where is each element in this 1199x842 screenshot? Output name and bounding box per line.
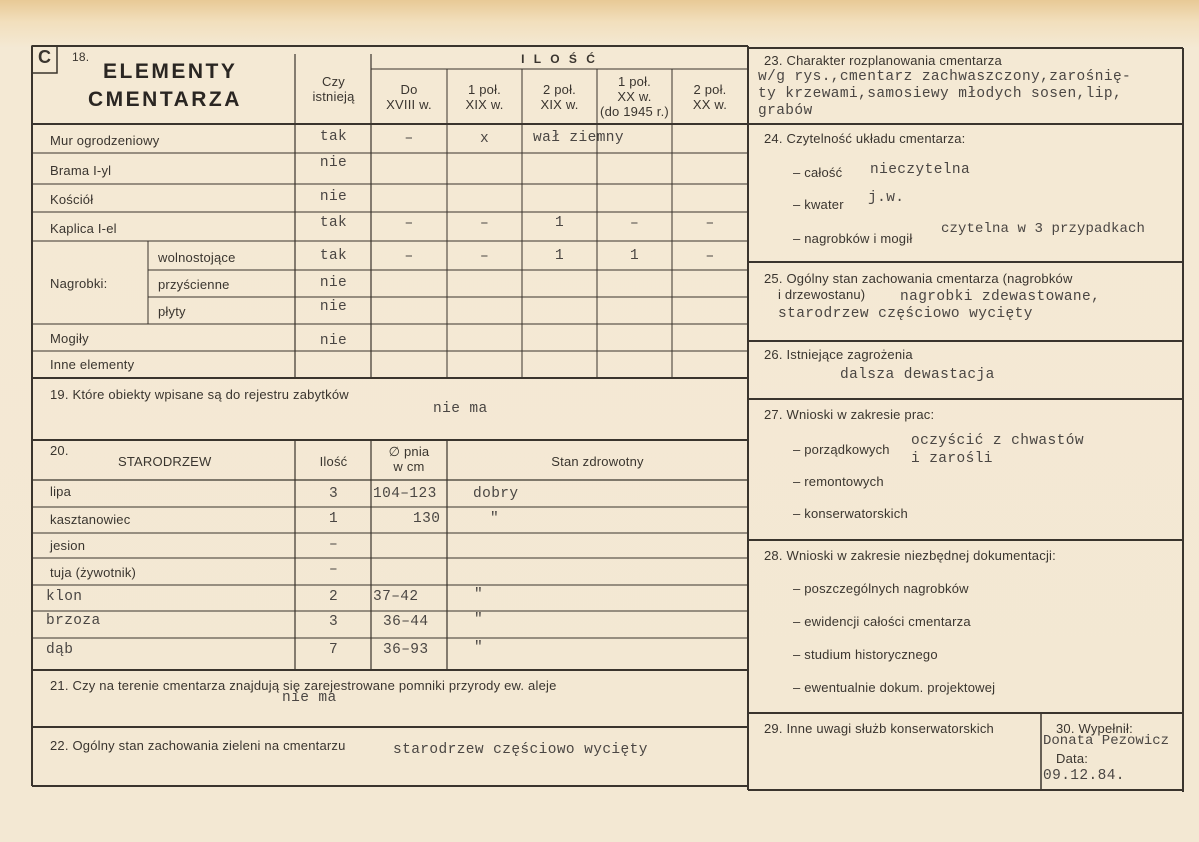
wolnostojace-period-3: 1 [554,248,565,264]
tree-diam-brzoza: 36–44 [383,614,429,630]
q27-value-line1: oczyścić z chwastów [911,433,1084,449]
kaplica-exists: tak [319,215,348,231]
row-label-mogily: Mogiły [50,331,89,346]
q20-number: 20. [50,443,69,458]
kaplica-period-5: – [705,216,715,232]
q27-item-remontowych: – remontowych [793,474,884,489]
q28-item-nagrobkow: – poszczególnych nagrobków [793,581,969,596]
q19-label: 19. Które obiekty wpisane są do rejestru zabytków [50,387,349,402]
q24-label: 24. Czytelność układu cmentarza: [764,131,966,146]
period-header-2 [447,82,522,112]
row-label-mur: Mur ogrodzeniowy [50,133,160,148]
q20-col-diam [371,444,447,474]
tree-qty-brzoza: 3 [328,614,339,630]
tree-health-lipa: dobry [473,486,519,502]
q19-answer: nie ma [433,401,488,417]
col-exists-line1: Czy [322,74,345,89]
period-3-line1: 2 poł. [542,82,576,97]
section-18-title-line1: ELEMENTY [103,60,238,83]
q27-label: 27. Wnioski w zakresie prac: [764,407,935,422]
kaplica-period-4: – [629,216,640,232]
q25-value-line2: starodrzew częściowo wycięty [778,306,1033,322]
tree-health-klon: " [474,587,484,603]
q28-label: 28. Wnioski w zakresie niezbędnej dokumentacji: [764,548,1056,563]
tree-name-brzoza: brzoza [46,613,101,629]
mur-period-3: wał ziemny [533,130,625,146]
q30-date: 09.12.84. [1043,768,1125,784]
period-1-line2: XVIII w. [386,97,432,112]
wolnostojace-period-1: – [404,249,414,265]
q24-item-nagrobkow: – nagrobków i mogił [793,231,913,246]
period-4-line1: 1 poł. [617,74,651,89]
col-exists-line2: istnieją [312,89,355,104]
brama-exists: nie [319,155,348,171]
tree-name-jesion: jesion [50,538,86,553]
period-1-line1: Do [400,82,418,97]
period-4-line2: XX w. [617,89,652,104]
q25-label-line1: 25. Ogólny stan zachowania cmentarza (nagrobków [764,271,1073,286]
period-header-3 [522,82,597,112]
q30-label: 30. Wypełnił: [1056,721,1133,736]
period-header-1 [371,82,447,112]
q29-label: 29. Inne uwagi służb konserwatorskich [764,721,994,736]
tree-name-kasztanowiec: kasztanowiec [50,512,131,527]
q24-item-kwater: – kwater [793,197,844,212]
tree-health-kasztanowiec: " [490,511,500,527]
q22-label: 22. Ogólny stan zachowania zieleni na cmentarzu [50,738,346,753]
section-18-number: 18. [72,50,90,64]
q23-line2: ty krzewami,samosiewy młodych sosen,lip, [758,86,1123,102]
period-4-line3: (do 1945 r.) [600,104,669,119]
tree-name-lipa: lipa [50,484,72,499]
q25-label-line2: i drzewostanu) [778,287,866,302]
mur-period-2: x [479,131,490,147]
row-label-wolnostojace: wolnostojące [158,250,236,265]
tree-name-dab: dąb [46,642,74,658]
tree-qty-tuja: – [328,562,339,578]
wolnostojace-period-4: 1 [629,248,640,264]
period-header-4 [597,74,672,119]
q24-item-calosc: – całość [793,165,843,180]
q20-col-diam-line2: w cm [393,459,425,474]
q28-item-projektowej: – ewentualnie dokum. projektowej [793,680,996,695]
q26-label: 26. Istniejące zagrożenia [764,347,913,362]
q27-item-konserwatorskich: – konserwatorskich [793,506,908,521]
period-5-line2: XX w. [692,97,728,112]
kaplica-period-2: – [479,216,490,232]
q30-date-label: Data: [1056,751,1089,766]
q28-item-studium: – studium historycznego [793,647,938,662]
tree-qty-kasztanowiec: 1 [328,511,339,527]
q24-value-kwater: j.w. [868,190,905,206]
tree-health-dab: " [474,640,484,656]
col-exists-header [296,74,371,104]
plyty-exists: nie [319,299,348,315]
tree-qty-klon: 2 [328,589,339,605]
q30-name: Donata Pezowicz [1043,733,1170,749]
wolnostojace-period-2: – [479,249,490,265]
ilosc-header: I L O Ś Ć [521,52,598,66]
tree-diam-lipa: 104–123 [373,486,437,502]
przyscienne-exists: nie [319,275,348,291]
tree-qty-lipa: 3 [328,486,339,502]
q20-title: STARODRZEW [118,454,212,469]
row-label-przyscienne: przyścienne [158,277,230,292]
q27-item-porzadkowych: – porządkowych [793,442,890,457]
kosciol-exists: nie [319,189,348,205]
row-label-inne: Inne elementy [50,357,135,372]
wolnostojace-period-5: – [705,249,715,265]
row-label-kaplica: Kaplica I-el [50,221,117,236]
wolnostojace-exists: tak [319,248,348,264]
row-label-plyty: płyty [158,304,186,319]
q24-value-calosc: nieczytelna [870,162,971,178]
q24-value-nagrobkow: czytelna w 3 przypadkach [941,221,1146,237]
q26-value: dalsza dewastacja [840,367,995,383]
row-label-nagrobki: Nagrobki: [50,276,108,291]
tree-diam-klon: 37–42 [373,589,419,605]
q20-col-diam-line1: ∅ pnia [388,444,430,459]
period-2-line2: XIX w. [465,97,504,112]
tree-qty-jesion: – [328,537,339,553]
row-label-brama: Brama I-yl [50,163,112,178]
q27-value-line2: i zarośli [911,451,993,467]
q20-col-health: Stan zdrowotny [551,454,644,469]
tree-diam-dab: 36–93 [383,642,429,658]
q25-value-line1: nagrobki zdewastowane, [900,289,1101,305]
q28-item-ewidencji: – ewidencji całości cmentarza [793,614,971,629]
section-18-title-line2: CMENTARZA [88,88,242,111]
q21-label: 21. Czy na terenie cmentarza znajdują się zarejestrowane pomniki przyrody ew. aleje [50,678,557,693]
tree-diam-kasztanowiec: 130 [413,511,441,527]
kaplica-period-1: – [404,216,414,232]
mogily-exists: nie [319,333,348,349]
q23-line1: w/g rys.,cmentarz zachwaszczony,zarośnię- [758,69,1132,85]
q22-answer: starodrzew częściowo wycięty [393,742,648,758]
tree-health-brzoza: " [474,612,484,628]
period-2-line1: 1 poł. [467,82,501,97]
period-3-line2: XIX w. [540,97,579,112]
q20-col-qty: Ilość [319,454,348,469]
row-label-kosciol: Kościół [50,192,94,207]
mur-period-1: – [404,131,414,147]
kaplica-period-3: 1 [554,215,565,231]
tree-qty-dab: 7 [328,642,339,658]
period-5-line1: 2 poł. [693,82,727,97]
q21-answer: nie ma [282,690,337,706]
mur-exists: tak [319,129,348,145]
q23-line3: grabów [758,103,813,119]
period-header-5 [672,82,748,112]
tree-name-klon: klon [46,589,83,605]
q23-label: 23. Charakter rozplanowania cmentarza [764,53,1002,68]
tree-name-tuja: tuja (żywotnik) [50,565,137,580]
card-letter: C [38,47,52,67]
